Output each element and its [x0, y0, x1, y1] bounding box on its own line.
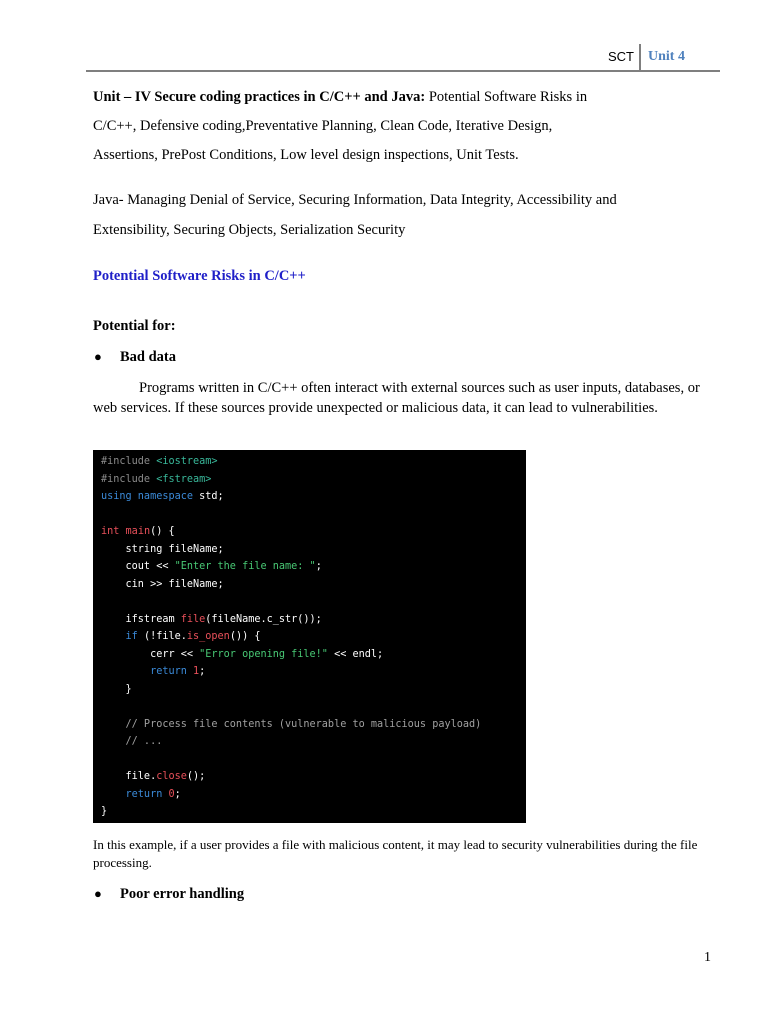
header-unit-label: Unit 4	[648, 49, 685, 64]
code-token: return	[101, 666, 194, 677]
code-token: "Enter the file name: "	[174, 561, 316, 572]
bullet-1-dot: ●	[94, 349, 102, 364]
bullet-2-label: Poor error handling	[120, 886, 245, 902]
code-token: (fileName.c_str());	[205, 613, 322, 625]
header-rule	[86, 70, 720, 72]
code-token: return	[101, 788, 169, 800]
intro-line-3: Assertions, PrePost Conditions, Low level design inspections, Unit Tests.	[93, 147, 519, 163]
code-token: 1	[193, 666, 200, 677]
intro-title-rest: Potential Software Risks in	[425, 89, 588, 105]
code-token: << endl;	[327, 648, 384, 660]
code-line	[101, 523, 526, 541]
code-token: is_open	[186, 631, 230, 642]
code-token: cout <<	[101, 561, 175, 572]
code-token: ;	[174, 788, 181, 800]
code-token: using namespace	[101, 491, 200, 502]
code-token: }	[101, 683, 132, 695]
header-separator	[639, 44, 641, 71]
java-line-1: Java- Managing Denial of Service, Securing Information, Data Integrity, Accessibility and	[93, 192, 617, 208]
code-line	[101, 628, 526, 646]
code-token: // Process file contents (vulnerable to malicious payload)	[101, 718, 482, 730]
code-block	[93, 450, 526, 823]
code-line	[101, 488, 526, 506]
bullet-1-label: Bad data	[120, 349, 177, 365]
code-line	[101, 663, 526, 681]
java-line-2: Extensibility, Securing Objects, Serialization Security	[93, 222, 406, 238]
code-token: #include	[101, 473, 157, 485]
code-line	[101, 576, 526, 594]
code-token: }	[101, 806, 108, 817]
code-token: if	[101, 631, 144, 642]
code-line	[101, 751, 526, 769]
code-token: main	[125, 526, 151, 537]
code-token: string fileName;	[101, 543, 224, 555]
code-token: ifstream	[101, 613, 181, 625]
code-token: #include	[101, 456, 157, 467]
code-line	[101, 558, 526, 576]
code-token: file.	[101, 771, 157, 782]
code-token: (!file.	[143, 631, 187, 642]
bullet-2-dot: ●	[94, 886, 102, 901]
code-token: <fstream>	[156, 473, 212, 485]
code-token: <iostream>	[156, 456, 218, 467]
code-line	[101, 698, 526, 716]
code-token: cin >> fileName;	[101, 578, 224, 590]
page-number: 1	[704, 950, 711, 965]
code-line	[101, 541, 526, 559]
code-token: // ...	[101, 736, 163, 747]
code-token: ();	[186, 771, 206, 782]
code-line	[101, 733, 526, 751]
code-token: std;	[199, 491, 224, 502]
code-line	[101, 453, 526, 471]
code-token: close	[156, 771, 187, 782]
potential-for-label: Potential for:	[93, 318, 176, 334]
code-token: int	[101, 526, 126, 537]
code-token: ;	[315, 561, 322, 572]
code-token: file	[180, 613, 206, 625]
code-line	[101, 611, 526, 629]
code-line	[101, 471, 526, 489]
bad-data-paragraph: Programs written in C/C++ often interact with external sources such as user inputs, databases, or web services. If these sources provide unexpected or malicious data, it can lead to vulnerabilities.	[93, 380, 700, 416]
code-token: () {	[150, 526, 175, 537]
intro-line-2: C/C++, Defensive coding,Preventative Planning, Clean Code, Iterative Design,	[93, 118, 553, 134]
intro-title-bold: Unit – IV Secure coding practices in C/C++ and Java:	[93, 89, 426, 105]
code-line	[101, 768, 526, 786]
code-line	[101, 646, 526, 664]
code-line	[101, 506, 526, 524]
code-token: 0	[168, 788, 175, 800]
section-heading: Potential Software Risks in C/C++	[93, 268, 306, 284]
code-line	[101, 681, 526, 699]
code-line	[101, 716, 526, 734]
code-token: ;	[199, 666, 206, 677]
code-token: cerr <<	[101, 648, 200, 660]
code-token: "Error opening file!"	[199, 648, 328, 660]
example-explanation: In this example, if a user provides a file with malicious content, it may lead to security vulnerabilities during the file processing.	[93, 837, 698, 870]
header-sct-label: SCT	[608, 49, 634, 64]
code-line	[101, 786, 526, 804]
code-line	[101, 593, 526, 611]
code-token: ()) {	[229, 631, 261, 642]
code-line	[101, 803, 526, 821]
intro-title-line	[93, 88, 587, 106]
